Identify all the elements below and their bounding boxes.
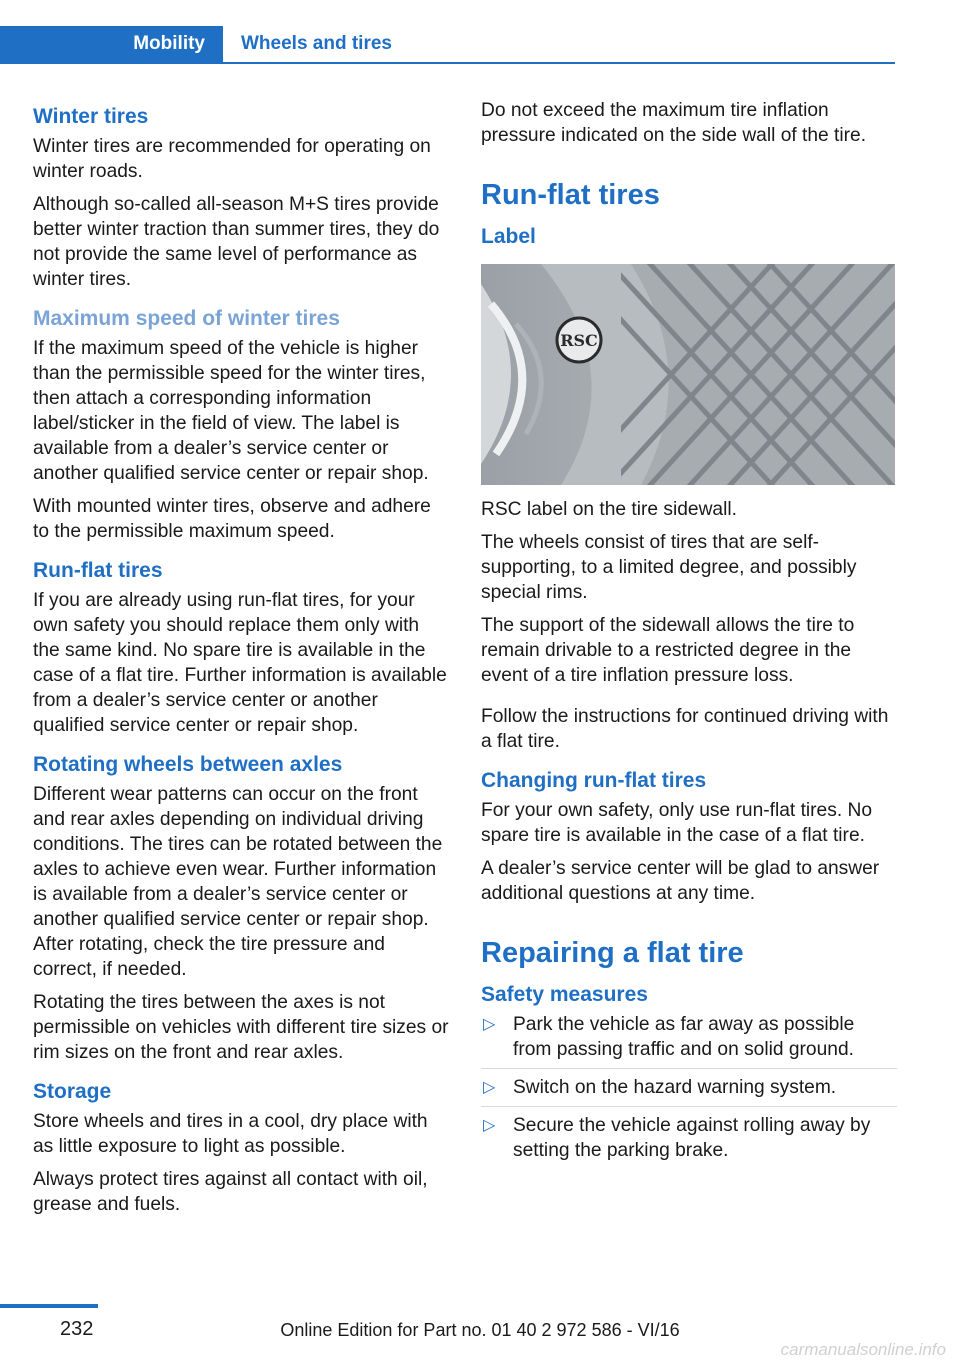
list-item bbox=[481, 1113, 897, 1169]
paragraph: If you are already using run-flat tires, for your own safety you should replace them only with the same kind. No spare tire is available in the case of a flat tire. Further information is available from a dealer’s service center or another qualified service center or repair shop. bbox=[33, 590, 447, 736]
paragraph: Different wear patterns can occur on the front and rear axles depending on individual driving conditions. The tires can be rotated between the axles to achieve even wear. Further information is available from a dealer’s service center or another qualified service center or repair shop. After rotating, check the tire pressure and correct, if needed. bbox=[33, 784, 443, 980]
paragraph: Store wheels and tires in a cool, dry place with as little exposure to light as possible. bbox=[33, 1111, 428, 1157]
heading-maximum-speed: Maximum speed of winter tires bbox=[33, 307, 340, 330]
paragraph: For your own safety, only use run-flat tires. No spare tire is available in the case of a flat tire. bbox=[481, 800, 873, 846]
figure-caption: RSC label on the tire sidewall. bbox=[481, 499, 737, 520]
heading-safety-measures: Safety measures bbox=[481, 983, 648, 1006]
heading-label: Label bbox=[481, 225, 536, 248]
section-repairing-flat-tire: Repairing a flat tire bbox=[481, 937, 744, 969]
tab-mobility[interactable]: Mobility bbox=[0, 26, 223, 62]
tab-wheels-and-tires[interactable]: Wheels and tires bbox=[241, 33, 392, 54]
bullet-triangle-icon: ▷ bbox=[483, 1016, 496, 1033]
paragraph: Rotating the tires between the axes is not permissible on vehicles with different tire sizes or rim sizes on the front and rear axles. bbox=[33, 992, 449, 1063]
list-item-text: Secure the vehicle against rolling away by setting the parking brake. bbox=[513, 1115, 871, 1161]
paragraph: The wheels consist of tires that are self-supporting, to a limited degree, and possibly special rims. bbox=[481, 532, 857, 603]
footer-accent-line bbox=[0, 1304, 98, 1308]
watermark-text: carmanualsonline.info bbox=[780, 1340, 946, 1359]
edition-text: Online Edition for Part no. 01 40 2 972 586 - VI/16 bbox=[280, 1320, 680, 1340]
list-item-text: Park the vehicle as far away as possible from passing traffic and on solid ground. bbox=[513, 1014, 855, 1060]
header-tab-bar bbox=[0, 26, 895, 64]
list-item bbox=[481, 1075, 897, 1107]
rsc-logo-text: RSC bbox=[560, 331, 598, 350]
paragraph: A dealer’s service center will be glad to answer additional questions at any time. bbox=[481, 858, 880, 904]
section-run-flat-tires: Run-flat tires bbox=[481, 179, 660, 211]
paragraph: Although so-called all-season M+S tires provide better winter traction than summer tires, they do not provide the same level of performance as winter tires. bbox=[33, 194, 440, 290]
paragraph: With mounted winter tires, observe and adhere to the permissible maximum speed. bbox=[33, 496, 431, 542]
heading-rotating-wheels: Rotating wheels between axles bbox=[33, 753, 343, 776]
paragraph: Always protect tires against all contact with oil, grease and fuels. bbox=[33, 1169, 428, 1215]
paragraph: Do not exceed the maximum tire inflation pressure indicated on the side wall of the tire. bbox=[481, 100, 867, 146]
safety-measures-list bbox=[481, 1012, 897, 1169]
heading-changing-run-flat-tires: Changing run-flat tires bbox=[481, 769, 707, 792]
paragraph: The support of the sidewall allows the tire to remain drivable to a restricted degree in the event of a tire inflation pressure loss. bbox=[481, 615, 855, 686]
paragraph: Follow the instructions for continued driving with a flat tire. bbox=[481, 706, 889, 752]
bullet-triangle-icon: ▷ bbox=[483, 1079, 496, 1096]
paragraph: If the maximum speed of the vehicle is higher than the permissible speed for the winter tires, then attach a corresponding information label/sticker in the field of view. The label is available from a dealer’s service center or another qualified service center or repair shop. bbox=[33, 338, 429, 484]
rsc-tire-illustration bbox=[481, 264, 895, 485]
list-item-text: Switch on the hazard warning system. bbox=[513, 1077, 837, 1098]
heading-run-flat-tires-left: Run-flat tires bbox=[33, 559, 163, 582]
right-column bbox=[481, 98, 897, 1175]
heading-storage: Storage bbox=[33, 1080, 112, 1103]
bullet-triangle-icon: ▷ bbox=[483, 1117, 496, 1134]
list-item bbox=[481, 1012, 897, 1069]
paragraph: Winter tires are recommended for operating on winter roads. bbox=[33, 136, 431, 182]
left-column bbox=[33, 98, 449, 1225]
page-number: 232 bbox=[60, 1318, 94, 1340]
heading-winter-tires: Winter tires bbox=[33, 105, 149, 128]
